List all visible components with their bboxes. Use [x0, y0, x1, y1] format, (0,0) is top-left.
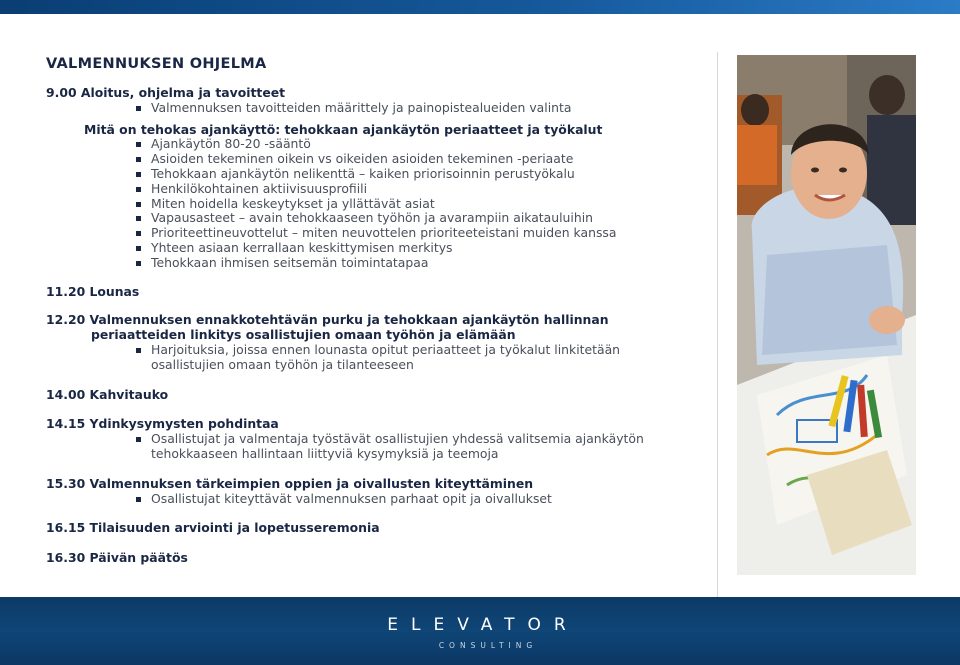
section-heading-1400: 14.00 Kahvitauko: [46, 386, 169, 402]
section-heading-1615: 16.15 Tilaisuuden arviointi ja lopetusseremonia: [46, 520, 380, 536]
list-item: Vapausasteet – avain tehokkaaseen työhön ja avarampiin aikatauluihin: [151, 211, 716, 226]
bullet-list-ajankaytto: [46, 137, 716, 270]
section-heading-1120: 11.20 Lounas: [46, 283, 140, 299]
list-item: Miten hoidella keskeytykset ja yllättävät asiat: [151, 197, 716, 212]
list-item: [151, 343, 716, 373]
bullet-list-1220: [46, 343, 716, 373]
section-heading-1220: [46, 313, 716, 343]
bullet-list-1415: [46, 432, 716, 462]
list-item: Tehokkaan ihmisen seitsemän toimintatapaa: [151, 256, 716, 271]
elevator-logo: ELEVATOR: [387, 615, 579, 635]
list-item-line: Harjoituksia, joissa ennen lounasta opitut periaatteet ja työkalut linkitetään: [151, 341, 621, 357]
page-title: VALMENNUKSEN OHJELMA: [46, 56, 267, 72]
list-item: Osallistujat kiteyttävät valmennuksen parhaat opit ja oivallukset: [151, 492, 716, 507]
list-item: Yhteen asiaan kerrallaan keskittymisen merkitys: [151, 241, 716, 256]
workshop-photo-illustration: [737, 55, 916, 575]
section-heading-1220-line2: periaatteiden linkitys osallistujien omaan työhön ja elämään: [91, 327, 516, 343]
list-item: Ajankäytön 80-20 -sääntö: [151, 137, 716, 152]
list-item: Prioriteettineuvottelut – miten neuvottelen prioriteeteistani muiden kanssa: [151, 226, 716, 241]
list-item-line: osallistujien omaan työhön ja tilanteeseen: [151, 356, 414, 372]
section-heading-0900: 9.00 Aloitus, ohjelma ja tavoitteet: [46, 85, 286, 100]
section-heading-1630: 16.30 Päivän päätös: [46, 550, 188, 566]
list-item: Tehokkaan ajankäytön nelikenttä – kaiken priorisoinnin perustyökalu: [151, 167, 716, 182]
section-heading-1530: 15.30 Valmennuksen tärkeimpien oppien ja oivallusten kiteyttäminen: [46, 475, 534, 491]
list-item-line: Osallistujat ja valmentaja työstävät osallistujien yhdessä valitsemia ajankäytön: [151, 431, 644, 447]
list-item-line: tehokkaaseen hallintaan liittyviä kysymyksiä ja teemoja: [151, 445, 499, 461]
list-item: Asioiden tekeminen oikein vs oikeiden asioiden tekeminen -periaate: [151, 152, 716, 167]
sub-heading-ajankaytto: Mitä on tehokas ajankäyttö: tehokkaan ajankäytön periaatteet ja työkalut: [84, 121, 603, 137]
bullet-list-1530: [46, 492, 716, 507]
bullet-list-0900: [46, 101, 716, 116]
list-item: Valmennuksen tavoitteiden määrittely ja painopistealueiden valinta: [151, 101, 716, 116]
list-item: [151, 432, 716, 462]
workshop-photo: [737, 55, 916, 575]
list-item: Henkilökohtainen aktiivisuusprofiili: [151, 182, 716, 197]
elevator-logo-tagline: CONSULTING: [438, 641, 538, 650]
program-content: [46, 86, 716, 566]
footer-bar: [0, 597, 960, 665]
section-heading-1415: 14.15 Ydinkysymysten pohdintaa: [46, 416, 279, 432]
section-heading-1220-line1: 12.20 Valmennuksen ennakkotehtävän purku ja tehokkaan ajankäytön hallinnan: [46, 312, 609, 328]
top-bar: [0, 0, 960, 14]
divider-line: [717, 52, 718, 597]
